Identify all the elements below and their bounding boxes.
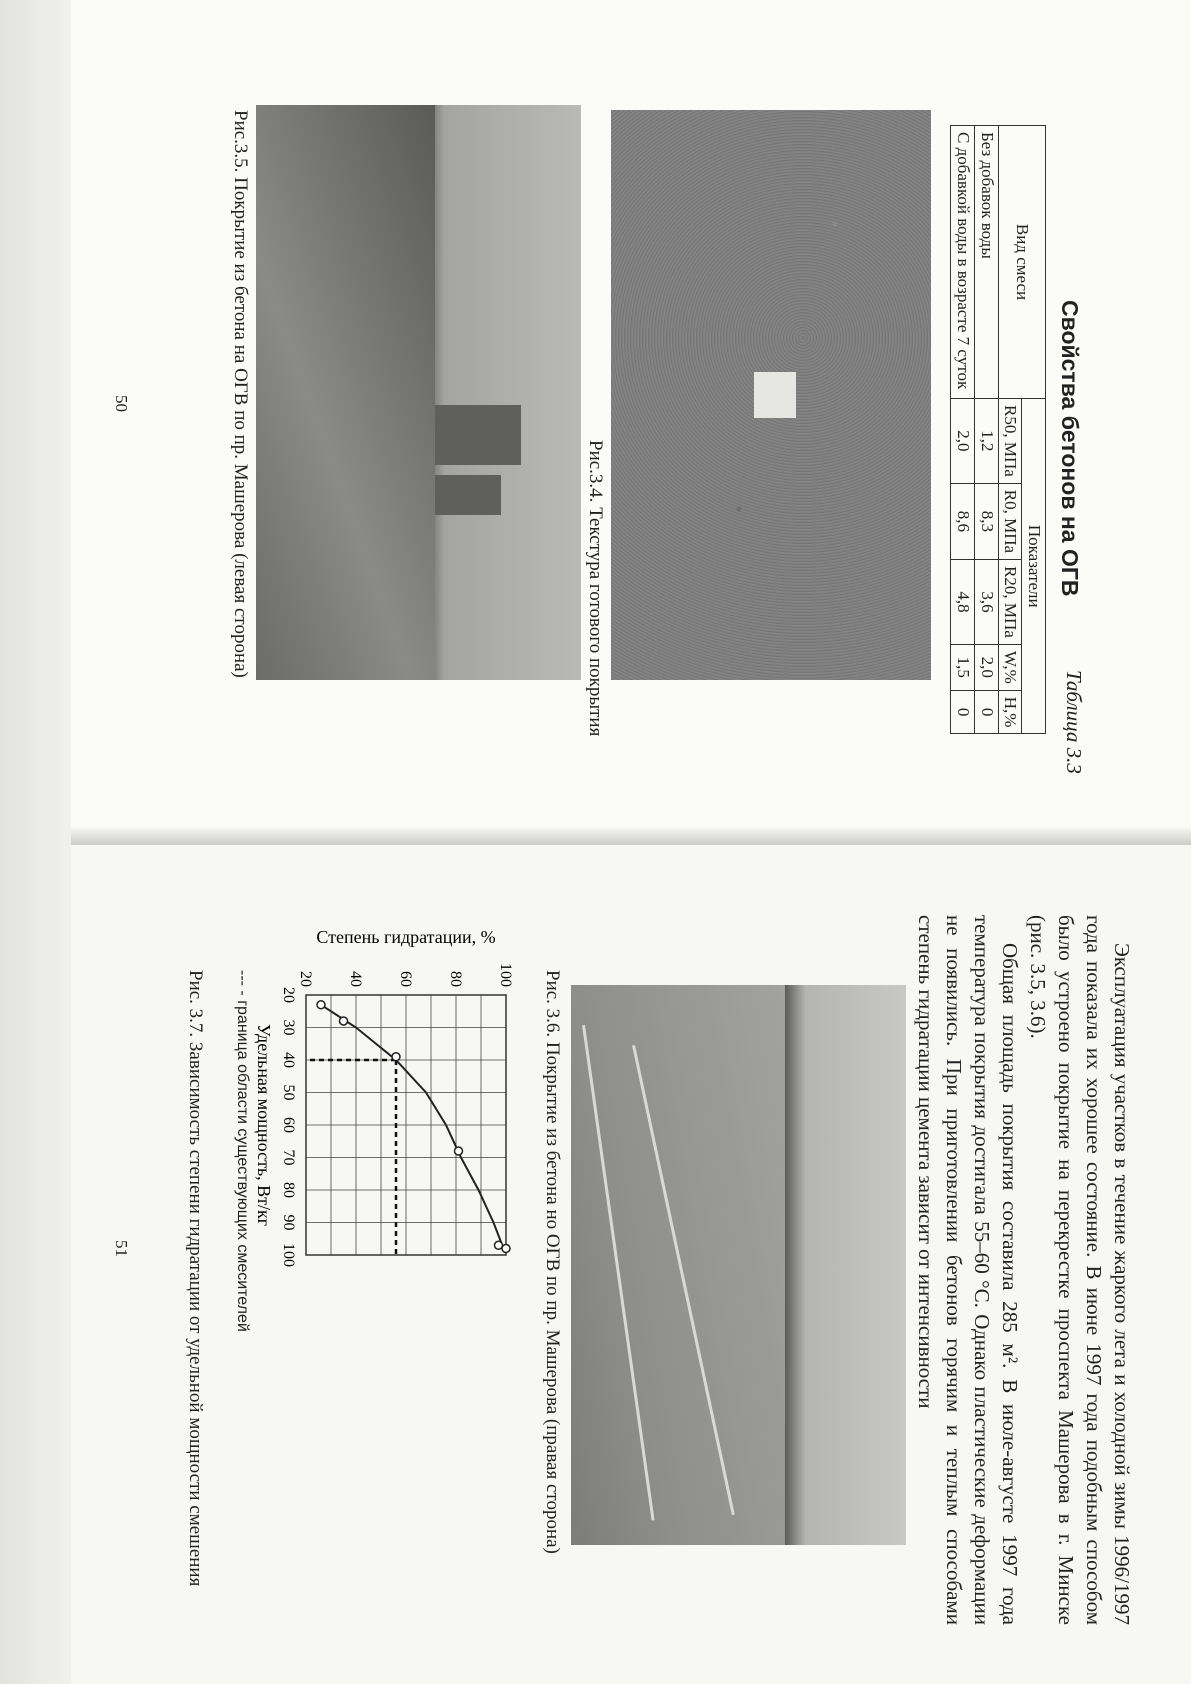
table-row-name: Без добавок воды bbox=[974, 126, 998, 399]
page-number-left: 50 bbox=[112, 395, 131, 412]
x-tick-label: 70 bbox=[280, 1149, 297, 1166]
building-in-photo bbox=[431, 475, 501, 515]
table-header-cell: R0, МПа bbox=[998, 483, 1022, 559]
texture-photo bbox=[611, 110, 931, 680]
fig37-caption: Рис. 3.7. Зависимость степени гидратации от удельной мощности смешения bbox=[185, 970, 206, 1587]
fit-curve bbox=[321, 1005, 504, 1249]
y-tick-label: 100 bbox=[497, 963, 514, 987]
data-point bbox=[502, 1245, 510, 1253]
fig35-caption: Рис.3.5. Покрытие из бетона на ОГВ по пр. Машерова (левая сторона) bbox=[230, 110, 251, 678]
x-tick-label: 50 bbox=[280, 1084, 297, 1101]
fig34-caption: Рис.3.4. Текстура готового покрытия bbox=[585, 440, 606, 737]
x-tick-label: 30 bbox=[280, 1019, 297, 1036]
table-cell: 2,0 bbox=[951, 399, 975, 484]
table-header-row bbox=[1022, 126, 1046, 734]
table-row-name: С добавкой воды в возрасте 7 суток bbox=[951, 126, 975, 399]
table-label: Таблица 3.3 bbox=[1062, 670, 1086, 774]
x-tick-label: 40 bbox=[280, 1052, 297, 1068]
page-number-right: 51 bbox=[112, 1240, 131, 1257]
properties-table bbox=[950, 125, 1046, 734]
table-header-cell: R50, МПа bbox=[998, 399, 1022, 484]
table-header-cell: W,% bbox=[998, 644, 1022, 690]
fig36-caption: Рис. 3.6. Покрытие из бетона но ОГВ по пр. Машерова (правая сторона) bbox=[542, 970, 563, 1554]
chart-grid bbox=[306, 995, 506, 1255]
table-cell: 8,6 bbox=[951, 483, 975, 559]
paragraph-2: Общая площадь покрытия составила 285 м². В июле-августе 1997 года температура покрытия достигала 55–60 °С. Однако пластические деформации не появились. При приготовлении бетонов горячим и теплым способами степень гидратации цемента зависит от интенсивности bbox=[914, 915, 1022, 1625]
table-row bbox=[951, 126, 975, 734]
x-tick-label: 60 bbox=[280, 1117, 297, 1133]
y-tick-labels bbox=[297, 963, 514, 987]
table-cell: 1,5 bbox=[951, 644, 975, 690]
table-cell: 0 bbox=[974, 690, 998, 734]
y-axis-label: Степень гидратации, % bbox=[316, 927, 496, 947]
building-in-photo bbox=[431, 405, 521, 465]
x-tick-label: 80 bbox=[280, 1182, 297, 1198]
table-header-group: Показатели bbox=[1022, 399, 1046, 734]
table-cell: 0 bbox=[951, 690, 975, 734]
table-cell: 3,6 bbox=[974, 560, 998, 645]
x-tick-label: 90 bbox=[280, 1214, 297, 1231]
table-cell: 8,3 bbox=[974, 483, 998, 559]
data-point bbox=[317, 1001, 325, 1009]
table-row bbox=[974, 126, 998, 734]
data-point bbox=[455, 1147, 463, 1155]
table-cell: 1,2 bbox=[974, 399, 998, 484]
chart-legend: --- - граница области существующих смесителей bbox=[234, 970, 251, 1332]
scan-edge bbox=[0, 0, 71, 1684]
table-header-mix: Вид смеси bbox=[998, 126, 1045, 399]
x-tick-label: 100 bbox=[280, 1243, 297, 1267]
y-tick-label: 60 bbox=[397, 971, 414, 987]
data-point bbox=[392, 1053, 400, 1061]
x-tick-label: 20 bbox=[280, 987, 297, 1003]
data-point bbox=[340, 1017, 348, 1025]
label-tag-in-photo bbox=[754, 372, 796, 418]
x-tick-labels bbox=[280, 987, 297, 1267]
street-photo-left bbox=[256, 105, 581, 680]
right-page bbox=[0, 845, 1191, 1684]
table-header-cell: H,% bbox=[998, 690, 1022, 734]
y-tick-label: 80 bbox=[447, 971, 464, 987]
x-axis-label: Удельная мощность, Вт/кг bbox=[254, 1023, 274, 1227]
table-cell: 2,0 bbox=[974, 644, 998, 690]
table-title: Свойства бетонов на ОГВ bbox=[1057, 300, 1083, 597]
y-tick-label: 40 bbox=[347, 971, 364, 987]
y-tick-label: 20 bbox=[297, 971, 314, 987]
table-cell: 4,8 bbox=[951, 560, 975, 645]
paragraph-1: Эксплуатация участков в течение жаркого лета и холодной зимы 1996/1997 года показала их хорошее состояние. В июне 1997 года подобным способом было устроено покрытие на перекрестке проспекта Машерова в г. Минске (рис. 3.5, 3.6). bbox=[1026, 915, 1134, 1625]
road-in-photo bbox=[256, 105, 435, 680]
table-header-cell: R20, МПа bbox=[998, 560, 1022, 645]
